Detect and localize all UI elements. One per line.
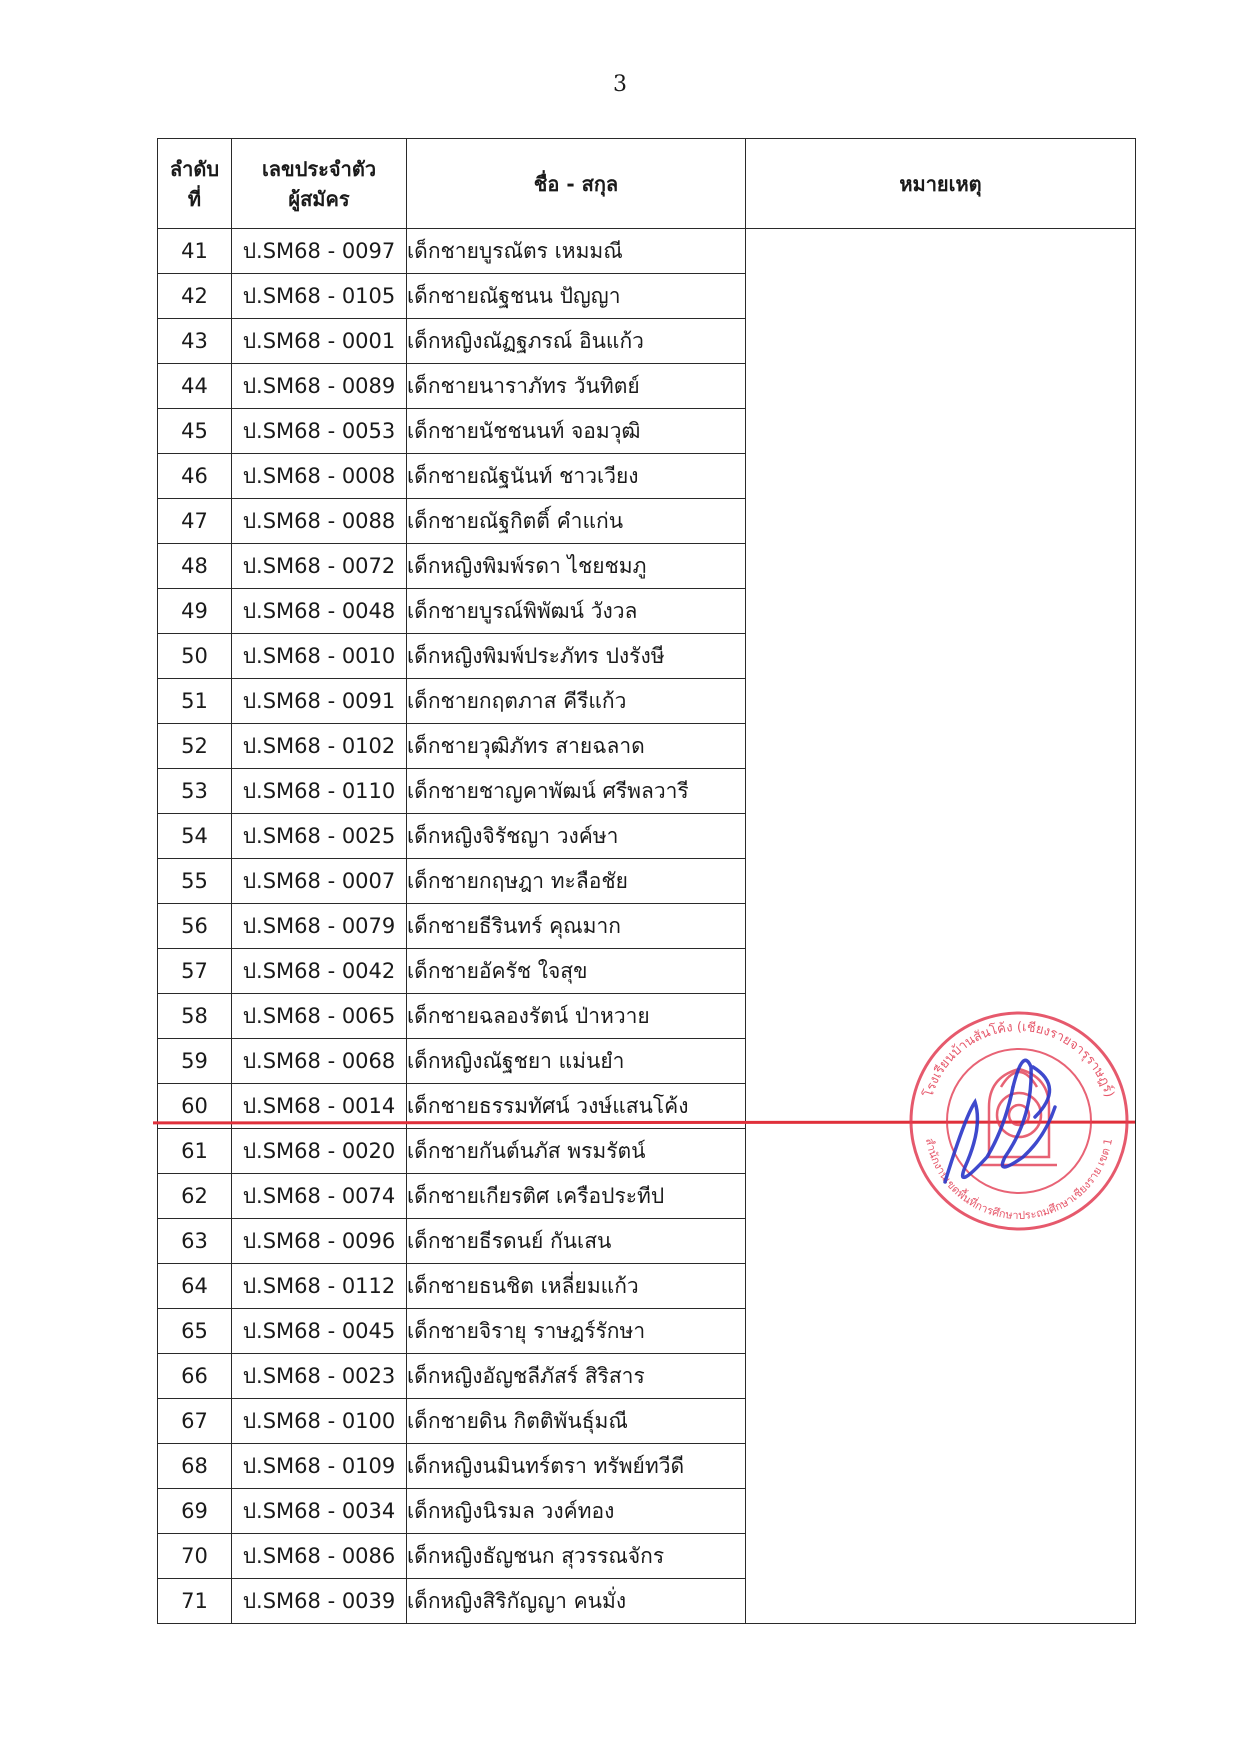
cell-applicant-id: ป.SM68 - 0001 (232, 319, 407, 364)
cell-order-no: 65 (158, 1309, 232, 1354)
cell-full-name: เด็กชายชาญคาพัฒน์ ศรีพลวารี (407, 769, 746, 814)
cell-applicant-id: ป.SM68 - 0045 (232, 1309, 407, 1354)
cell-applicant-id: ป.SM68 - 0074 (232, 1174, 407, 1219)
cell-order-no: 46 (158, 454, 232, 499)
cell-full-name: เด็กหญิงณัฏฐภรณ์ อินแก้ว (407, 319, 746, 364)
cell-applicant-id: ป.SM68 - 0079 (232, 904, 407, 949)
cell-applicant-id: ป.SM68 - 0105 (232, 274, 407, 319)
cell-full-name: เด็กหญิงจิรัชญา วงค์ษา (407, 814, 746, 859)
cell-order-no: 71 (158, 1579, 232, 1624)
cell-applicant-id: ป.SM68 - 0020 (232, 1129, 407, 1174)
header-order-no (158, 139, 232, 229)
cell-full-name: เด็กชายเกียรติศ เครือประทีป (407, 1174, 746, 1219)
cell-full-name: เด็กชายธรรมทัศน์ วงษ์แสนโค้ง (407, 1084, 746, 1129)
cell-applicant-id: ป.SM68 - 0014 (232, 1084, 407, 1129)
cell-order-no: 69 (158, 1489, 232, 1534)
cell-remark (746, 229, 1136, 1624)
cell-applicant-id: ป.SM68 - 0068 (232, 1039, 407, 1084)
seal-text-top: โรงเรียนบ้านสันโค้ง (เชียงรายจารุราษฎร์) (921, 1019, 1117, 1100)
cell-order-no: 51 (158, 679, 232, 724)
official-seal-stamp (905, 1007, 1133, 1235)
cell-full-name: เด็กหญิงนมินทร์ตรา ทรัพย์ทวีดี (407, 1444, 746, 1489)
cell-order-no: 50 (158, 634, 232, 679)
cell-full-name: เด็กชายกฤตภาส คีรีแก้ว (407, 679, 746, 724)
cell-applicant-id: ป.SM68 - 0039 (232, 1579, 407, 1624)
cell-order-no: 70 (158, 1534, 232, 1579)
cell-full-name: เด็กชายบูรณัตร เหมมณี (407, 229, 746, 274)
cell-full-name: เด็กหญิงอัญชลีภัสร์ สิริสาร (407, 1354, 746, 1399)
cell-order-no: 67 (158, 1399, 232, 1444)
cell-applicant-id: ป.SM68 - 0109 (232, 1444, 407, 1489)
cell-order-no: 57 (158, 949, 232, 994)
cell-full-name: เด็กชายณัฐกิตติ์ คำแก่น (407, 499, 746, 544)
cell-full-name: เด็กชายฉลองรัตน์ ป่าหวาย (407, 994, 746, 1039)
cell-order-no: 44 (158, 364, 232, 409)
cell-applicant-id: ป.SM68 - 0048 (232, 589, 407, 634)
cell-order-no: 56 (158, 904, 232, 949)
cell-applicant-id: ป.SM68 - 0065 (232, 994, 407, 1039)
cell-full-name: เด็กชายณัฐชนน ปัญญา (407, 274, 746, 319)
header-applicant-id-line2: ผู้สมัคร (288, 186, 350, 211)
cell-full-name: เด็กหญิงพิมพ์ประภัทร ปงรังษี (407, 634, 746, 679)
cell-applicant-id: ป.SM68 - 0091 (232, 679, 407, 724)
cell-full-name: เด็กชายกฤษฎา ทะลือชัย (407, 859, 746, 904)
cell-full-name: เด็กชายณัฐนันท์ ชาวเวียง (407, 454, 746, 499)
cell-applicant-id: ป.SM68 - 0102 (232, 724, 407, 769)
cell-full-name: เด็กชายบูรณ์พิพัฒน์ วังวล (407, 589, 746, 634)
cell-applicant-id: ป.SM68 - 0008 (232, 454, 407, 499)
cell-order-no: 62 (158, 1174, 232, 1219)
cell-order-no: 66 (158, 1354, 232, 1399)
cell-full-name: เด็กหญิงณัฐชยา แม่นยำ (407, 1039, 746, 1084)
cell-order-no: 60 (158, 1084, 232, 1129)
cell-applicant-id: ป.SM68 - 0110 (232, 769, 407, 814)
cell-order-no: 63 (158, 1219, 232, 1264)
table-header-row (158, 139, 1136, 229)
cell-order-no: 58 (158, 994, 232, 1039)
cell-full-name: เด็กชายกันต์นภัส พรมรัตน์ (407, 1129, 746, 1174)
cell-applicant-id: ป.SM68 - 0100 (232, 1399, 407, 1444)
cell-applicant-id: ป.SM68 - 0086 (232, 1534, 407, 1579)
cell-applicant-id: ป.SM68 - 0089 (232, 364, 407, 409)
cell-applicant-id: ป.SM68 - 0072 (232, 544, 407, 589)
cell-order-no: 64 (158, 1264, 232, 1309)
cell-full-name: เด็กชายนัชชนนท์ จอมวุฒิ (407, 409, 746, 454)
cell-order-no: 45 (158, 409, 232, 454)
candidate-table (157, 138, 1136, 1624)
header-remark: หมายเหตุ (746, 139, 1136, 229)
cell-order-no: 43 (158, 319, 232, 364)
cell-full-name: เด็กชายนาราภัทร วันทิตย์ (407, 364, 746, 409)
cell-order-no: 52 (158, 724, 232, 769)
seal-text-bottom: สำนักงานเขตพื้นที่การศึกษาประถมศึกษาเชียงราย เขต 1 (922, 1136, 1115, 1223)
cell-full-name: เด็กชายธนชิต เหลี่ยมแก้ว (407, 1264, 746, 1309)
cell-applicant-id: ป.SM68 - 0007 (232, 859, 407, 904)
table-row (158, 229, 1136, 274)
cell-order-no: 41 (158, 229, 232, 274)
cell-order-no: 55 (158, 859, 232, 904)
cell-full-name: เด็กชายวุฒิภัทร สายฉลาด (407, 724, 746, 769)
cell-order-no: 59 (158, 1039, 232, 1084)
cell-full-name: เด็กชายดิน กิตติพันธุ์มณี (407, 1399, 746, 1444)
header-order-no-line2: ที่ (187, 186, 202, 211)
cell-applicant-id: ป.SM68 - 0010 (232, 634, 407, 679)
header-full-name: ชื่อ - สกุล (407, 139, 746, 229)
cell-full-name: เด็กหญิงพิมพ์รดา ไชยชมภู (407, 544, 746, 589)
cell-full-name: เด็กชายธีรินทร์ คุณมาก (407, 904, 746, 949)
cell-order-no: 54 (158, 814, 232, 859)
cell-order-no: 49 (158, 589, 232, 634)
cell-applicant-id: ป.SM68 - 0112 (232, 1264, 407, 1309)
svg-text:สำนักงานเขตพื้นที่การศึกษาประถ (923, 1137, 1115, 1222)
header-order-no-line1: ลำดับ (169, 156, 220, 181)
cell-full-name: เด็กหญิงนิรมล วงค์ทอง (407, 1489, 746, 1534)
cell-order-no: 53 (158, 769, 232, 814)
cell-applicant-id: ป.SM68 - 0053 (232, 409, 407, 454)
cell-order-no: 68 (158, 1444, 232, 1489)
cell-order-no: 61 (158, 1129, 232, 1174)
header-applicant-id (232, 139, 407, 229)
header-applicant-id-line1: เลขประจำตัว (261, 156, 377, 181)
cell-full-name: เด็กหญิงธัญชนก สุวรรณจักร (407, 1534, 746, 1579)
cell-full-name: เด็กชายจิรายุ ราษฎร์รักษา (407, 1309, 746, 1354)
page-number: 3 (613, 72, 627, 97)
cell-order-no: 47 (158, 499, 232, 544)
cell-full-name: เด็กชายธีรดนย์ กันเสน (407, 1219, 746, 1264)
cell-applicant-id: ป.SM68 - 0042 (232, 949, 407, 994)
cell-order-no: 48 (158, 544, 232, 589)
cell-applicant-id: ป.SM68 - 0097 (232, 229, 407, 274)
table-body (158, 229, 1136, 1624)
svg-text:โรงเรียนบ้านสันโค้ง (เชียงรายจ (920, 1019, 1116, 1099)
cell-order-no: 42 (158, 274, 232, 319)
cell-full-name: เด็กหญิงสิริกัญญา คนมั่ง (407, 1579, 746, 1624)
cell-applicant-id: ป.SM68 - 0088 (232, 499, 407, 544)
cell-applicant-id: ป.SM68 - 0034 (232, 1489, 407, 1534)
cell-applicant-id: ป.SM68 - 0025 (232, 814, 407, 859)
cell-full-name: เด็กชายอัครัช ใจสุข (407, 949, 746, 994)
cell-applicant-id: ป.SM68 - 0023 (232, 1354, 407, 1399)
cell-applicant-id: ป.SM68 - 0096 (232, 1219, 407, 1264)
